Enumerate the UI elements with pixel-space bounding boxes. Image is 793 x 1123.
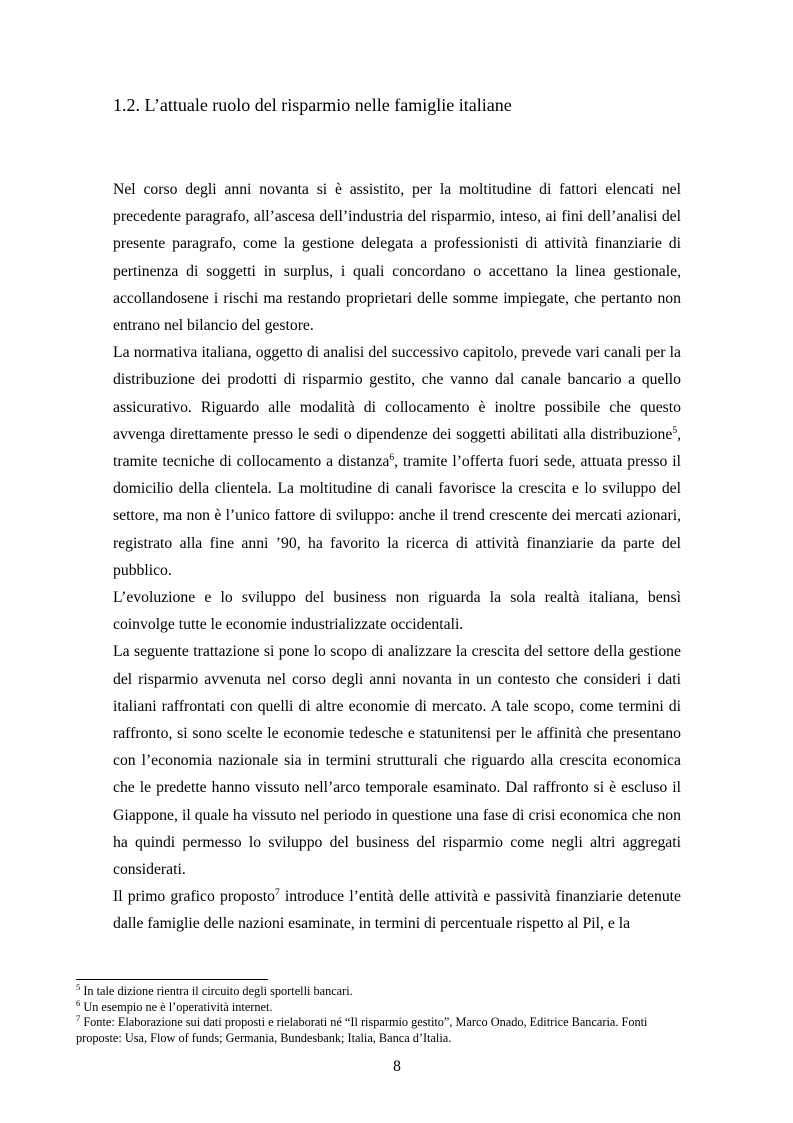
page-number: 8 xyxy=(393,1058,401,1075)
paragraph-5-text-b: introduce l’entità delle attività e passività finanziarie detenute dalle famiglie delle nazioni esaminate, in termini di percentuale rispetto al Pil, e la xyxy=(113,888,681,933)
footnote-6-number: 6 xyxy=(76,997,81,1008)
paragraph-2-text-c: , tramite l’offerta fuori sede, attuata presso il domicilio della clientela. La moltitudine di canali favorisce la crescita e lo sviluppo del settore, ma non è l’unico fattore di sviluppo: anche il trend crescente dei mercati azionari, registrato alla fine anni ’90, ha favorito la ricerca di attività finanziarie da parte del pubblico. xyxy=(113,453,681,579)
paragraph-4: La seguente trattazione si pone lo scopo di analizzare la crescita del settore della gestione del risparmio avvenuta nel corso degli anni novanta in un contesto che consideri i dati italiani raffrontati con quelli di altre economie di mercato. A tale scopo, come termini di raffronto, si sono scelte le economie tedesche e statunitensi per le affinità che presentano con l’economia nazionale sia in termini strutturali che riguardo alla crescita economica che le predette hanno vissuto nell’arco temporale esaminato. Dal raffronto si è escluso il Giappone, il quale ha vissuto nel periodo in questione una fase di crisi economica che non ha quindi permesso lo sviluppo del business del risparmio come negli altri aggregati considerati. xyxy=(113,643,681,879)
paragraph-5-text-a: Il primo grafico proposto xyxy=(113,888,275,906)
footnotes xyxy=(76,984,696,1046)
paragraph-1: Nel corso degli anni novanta si è assistito, per la moltitudine di fattori elencati nel precedente paragrafo, all’ascesa dell’industria del risparmio, inteso, ai fini dell’analisi del presente paragrafo, come la gestione delegata a professionisti di attività finanziarie di pertinenza di soggetti in surplus, i quali concordano o accettano la linea gestionale, accollandosene i rischi ma restando proprietari delle somme impiegate, che pertanto non entrano nel bilancio del gestore. xyxy=(113,181,681,335)
footnote-7 xyxy=(76,1015,696,1046)
body-text xyxy=(113,176,681,938)
footnote-6-text: Un esempio ne è l’operatività internet. xyxy=(80,999,273,1014)
paragraph-2-text-a: La normativa italiana, oggetto di analisi del successivo capitolo, prevede vari canali per la distribuzione dei prodotti di risparmio gestito, che vanno dal canale bancario a quello assicurativo. Riguardo alle modalità di collocamento è inoltre possibile che questo avvenga direttamente presso le sedi o dipendenze dei soggetti abilitati alla distribuzione xyxy=(113,344,681,443)
footnote-5 xyxy=(76,984,696,1000)
footnote-5-text: In tale dizione rientra il circuito degli sportelli bancari. xyxy=(80,984,353,998)
section-heading: 1.2. L’attuale ruolo del risparmio nelle famiglie italiane xyxy=(113,95,512,115)
footnote-5-number: 5 xyxy=(76,982,81,992)
footnote-7-text: Fonte: Elaborazione sui dati proposti e rielaborati né “Il risparmio gestito”, Marco Onado, Editrice Bancaria. Fonti proposte: Usa, Flow of funds; Germania, Bundesbank; Italia, Banca d’Italia. xyxy=(76,1015,648,1045)
paragraph-2-text-b: , tramite tecniche di collocamento a distanza xyxy=(113,425,681,471)
footnote-ref-6: 6 xyxy=(389,453,395,464)
footnote-6 xyxy=(76,997,696,1016)
footnote-ref-5: 5 xyxy=(672,425,678,436)
paragraph-2 xyxy=(113,339,681,584)
footnote-ref-7: 7 xyxy=(274,888,280,899)
paragraph-5 xyxy=(113,883,681,937)
paragraph-3: L’evoluzione e lo sviluppo del business non riguarda la sola realtà italiana, bensì coinvolge tutte le economie industrializzate occidentali. xyxy=(113,589,681,634)
footnote-divider xyxy=(76,979,268,980)
footnote-7-number: 7 xyxy=(76,1013,81,1023)
